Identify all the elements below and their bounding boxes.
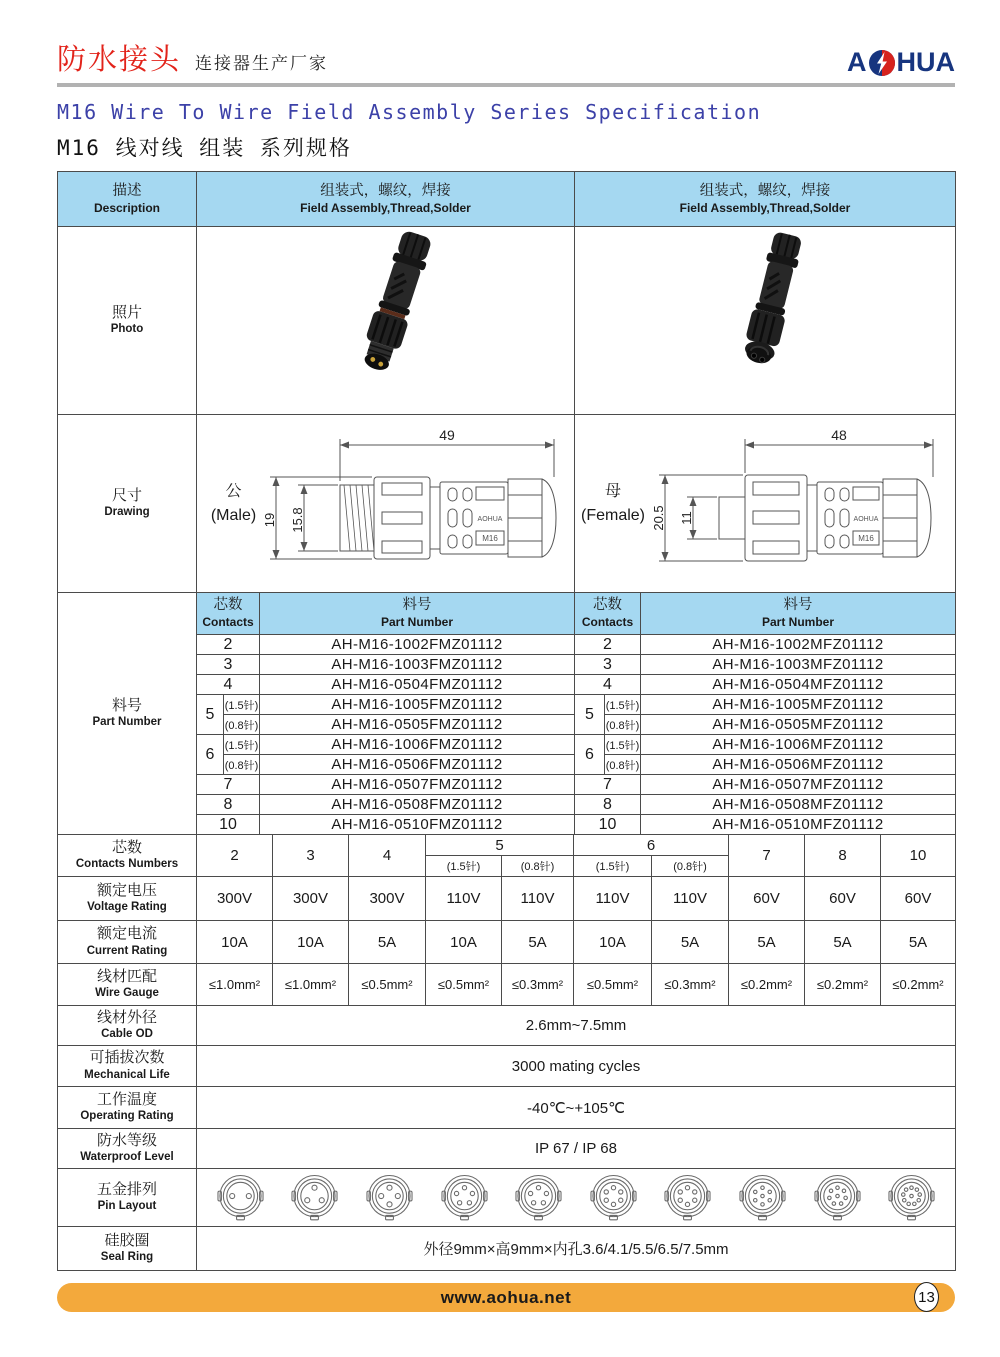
voltage-value: 110V — [574, 877, 652, 921]
female-part-number: AH-M16-1006MFZ01112 — [641, 735, 956, 755]
female-part-number: AH-M16-0505MFZ01112 — [641, 715, 956, 735]
male-contacts: 3 — [197, 655, 260, 675]
pin-size-variant: (0.8针) — [224, 715, 260, 735]
voltage-value: 300V — [273, 877, 349, 921]
row-label-contacts-numbers: 芯数 Contacts Numbers — [58, 835, 197, 877]
current-value: 5A — [502, 921, 574, 964]
male-pn-header: 料号 Part Number — [260, 593, 575, 635]
voltage-value: 60V — [805, 877, 881, 921]
contacts-col: 4 — [349, 835, 426, 877]
waterproof-level-value: IP 67 / IP 68 — [197, 1129, 956, 1169]
page-title-cn: M16 线对线 组装 系列规格 — [57, 136, 352, 160]
female-part-number: AH-M16-0504MFZ01112 — [641, 675, 956, 695]
male-contacts-header: 芯数 Contacts — [197, 593, 260, 635]
website-link[interactable]: www.aohua.net — [440, 1287, 572, 1307]
row-label-drawing: 尺寸 Drawing — [58, 415, 197, 593]
female-contacts: 10 — [575, 815, 641, 835]
contacts-col-group-5: 5 — [426, 835, 574, 856]
waterproof-level-row — [58, 1129, 956, 1169]
mechanical-life-row — [58, 1046, 956, 1087]
female-contacts: 6 — [575, 735, 605, 775]
male-dim-length: 49 — [439, 426, 455, 443]
wire-gauge-row — [58, 964, 956, 1006]
operating-rating-row — [58, 1087, 956, 1129]
wire-gauge-value: ≤0.3mm² — [652, 964, 729, 1006]
pin-layout-icon-2 — [217, 1172, 264, 1224]
female-dimension-drawing — [649, 425, 949, 583]
page-header — [57, 0, 955, 78]
male-drawing-cell — [197, 415, 575, 593]
header-divider — [57, 83, 955, 87]
current-value: 5A — [805, 921, 881, 964]
male-contacts: 10 — [197, 815, 260, 835]
contacts-col-group-6: 6 — [574, 835, 729, 856]
wire-gauge-value: ≤1.0mm² — [197, 964, 273, 1006]
voltage-value: 110V — [652, 877, 729, 921]
pin-layout-icon-3 — [291, 1172, 338, 1224]
cable-od-row — [58, 1006, 956, 1046]
mechanical-life-value: 3000 mating cycles — [197, 1046, 956, 1087]
current-value: 5A — [652, 921, 729, 964]
female-pn-header: 料号 Part Number — [641, 593, 956, 635]
wire-gauge-value: ≤0.2mm² — [729, 964, 805, 1006]
male-contacts: 4 — [197, 675, 260, 695]
pin-layout-icon-5 — [441, 1172, 488, 1224]
wire-gauge-value: ≤0.3mm² — [502, 964, 574, 1006]
voltage-value: 110V — [502, 877, 574, 921]
male-contacts: 8 — [197, 795, 260, 815]
female-contacts: 7 — [575, 775, 641, 795]
contacts-col: 2 — [197, 835, 273, 877]
aohua-logo — [847, 47, 955, 78]
page-title-en: M16 Wire To Wire Field Assembly Series Specification — [57, 100, 762, 124]
female-part-number: AH-M16-1003MFZ01112 — [641, 655, 956, 675]
pin-size-variant: (1.5针) — [426, 856, 502, 877]
row-label-current: 额定电流 Current Rating — [58, 921, 197, 964]
male-contacts: 6 — [197, 735, 224, 775]
pin-size-variant: (1.5针) — [224, 695, 260, 715]
male-drawing-brand: AOHUA — [477, 515, 503, 523]
pin-size-variant: (1.5针) — [574, 856, 652, 877]
contacts-col: 7 — [729, 835, 805, 877]
current-value: 5A — [349, 921, 426, 964]
wire-gauge-value: ≤0.2mm² — [805, 964, 881, 1006]
female-part-number: AH-M16-0507MFZ01112 — [641, 775, 956, 795]
current-value: 10A — [574, 921, 652, 964]
female-contacts: 4 — [575, 675, 641, 695]
contacts-col: 8 — [805, 835, 881, 877]
pin-layout-icon-8 — [814, 1172, 861, 1224]
female-contacts: 8 — [575, 795, 641, 815]
female-contacts: 3 — [575, 655, 641, 675]
ratings-table — [57, 834, 956, 1271]
male-drawing-model: M16 — [482, 533, 498, 543]
wire-gauge-value: ≤1.0mm² — [273, 964, 349, 1006]
male-part-number: AH-M16-0505FMZ01112 — [260, 715, 575, 735]
wire-gauge-value: ≤0.5mm² — [349, 964, 426, 1006]
pin-layout-icons — [197, 1172, 955, 1224]
col-header-male: 组装式，螺纹，焊接 Field Assembly,Thread,Solder — [197, 172, 575, 227]
male-contacts: 5 — [197, 695, 224, 735]
col-header-description: 描述 Description — [58, 172, 197, 227]
pin-layout-icon-10 — [888, 1172, 935, 1224]
pin-layout-icon-6 — [590, 1172, 637, 1224]
female-contacts: 2 — [575, 635, 641, 655]
row-label-cable-od: 线材外径 Cable OD — [58, 1006, 197, 1046]
male-dim-inner: 15.8 — [290, 506, 306, 533]
female-dim-length: 48 — [831, 426, 847, 443]
brand-name-cn: 防水接头 — [57, 44, 182, 76]
male-part-number: AH-M16-1006FMZ01112 — [260, 735, 575, 755]
row-label-part-number: 料号 Part Number — [58, 593, 197, 835]
male-part-number: AH-M16-0504FMZ01112 — [260, 675, 575, 695]
female-gender-label: 母 (Female) — [580, 482, 645, 524]
pin-layout-icon-6 — [664, 1172, 711, 1224]
female-dim-outer: 20.5 — [651, 504, 666, 531]
pin-size-variant: (1.5针) — [605, 735, 641, 755]
pin-layout-row — [58, 1169, 956, 1227]
part-number-table — [57, 592, 956, 835]
row-label-operating-rating: 工作温度 Operating Rating — [58, 1087, 197, 1129]
male-dim-outer: 19 — [262, 512, 278, 527]
female-drawing-cell — [575, 415, 956, 593]
pin-size-variant: (0.8针) — [652, 856, 729, 877]
voltage-value: 60V — [729, 877, 805, 921]
female-drawing-model: M16 — [858, 533, 874, 543]
cable-od-value: 2.6mm~7.5mm — [197, 1006, 956, 1046]
row-label-voltage: 额定电压 Voltage Rating — [58, 877, 197, 921]
male-contacts: 2 — [197, 635, 260, 655]
voltage-rating-row — [58, 877, 956, 921]
current-value: 10A — [426, 921, 502, 964]
pin-size-variant: (1.5针) — [224, 735, 260, 755]
pin-size-variant: (0.8针) — [502, 856, 574, 877]
pin-size-variant: (0.8针) — [224, 755, 260, 775]
female-contacts-header: 芯数 Contacts — [575, 593, 641, 635]
footer-bar — [57, 1283, 955, 1312]
female-photo-cell — [575, 227, 956, 415]
female-part-number: AH-M16-1002MFZ01112 — [641, 635, 956, 655]
male-gender-label: 公 (Male) — [210, 482, 257, 524]
brand-tagline: 连接器生产厂家 — [195, 54, 329, 73]
voltage-value: 300V — [349, 877, 426, 921]
female-contacts: 5 — [575, 695, 605, 735]
voltage-value: 110V — [426, 877, 502, 921]
female-part-number: AH-M16-0506MFZ01112 — [641, 755, 956, 775]
voltage-value: 300V — [197, 877, 273, 921]
wire-gauge-value: ≤0.2mm² — [881, 964, 956, 1006]
female-part-number: AH-M16-0508MFZ01112 — [641, 795, 956, 815]
row-label-wire-gauge: 线材匹配 Wire Gauge — [58, 964, 197, 1006]
male-connector-photo — [271, 228, 501, 408]
female-connector-photo — [650, 228, 880, 408]
current-value: 5A — [881, 921, 956, 964]
male-photo-cell — [197, 227, 575, 415]
male-part-number: AH-M16-1002FMZ01112 — [260, 635, 575, 655]
voltage-value: 60V — [881, 877, 956, 921]
male-part-number: AH-M16-0507FMZ01112 — [260, 775, 575, 795]
logo-letters-hua: HUA — [896, 47, 955, 77]
row-label-pin-layout: 五金排列 Pin Layout — [58, 1169, 197, 1227]
male-part-number: AH-M16-0506FMZ01112 — [260, 755, 575, 775]
seal-ring-value: 外径9mm×高9mm×内孔3.6/4.1/5.5/6.5/7.5mm — [197, 1227, 956, 1271]
pin-size-variant: (0.8针) — [605, 715, 641, 735]
male-part-number: AH-M16-0510FMZ01112 — [260, 815, 575, 835]
pin-size-variant: (1.5针) — [605, 695, 641, 715]
pin-layout-icon-4 — [366, 1172, 413, 1224]
current-value: 10A — [197, 921, 273, 964]
seal-ring-row — [58, 1227, 956, 1271]
male-part-number: AH-M16-1003FMZ01112 — [260, 655, 575, 675]
current-rating-row — [58, 921, 956, 964]
wire-gauge-value: ≤0.5mm² — [426, 964, 502, 1006]
row-label-seal-ring: 硅胶圈 Seal Ring — [58, 1227, 197, 1271]
row-label-waterproof-level: 防水等级 Waterproof Level — [58, 1129, 197, 1169]
row-label-photo: 照片 Photo — [58, 227, 197, 415]
current-value: 5A — [729, 921, 805, 964]
aohua-logo-icon — [868, 49, 896, 77]
pin-layout-icon-5 — [515, 1172, 562, 1224]
female-drawing-brand: AOHUA — [853, 515, 879, 523]
contacts-col: 10 — [881, 835, 956, 877]
operating-rating-value: -40℃~+105℃ — [197, 1087, 956, 1129]
current-value: 10A — [273, 921, 349, 964]
female-part-number: AH-M16-1005MFZ01112 — [641, 695, 956, 715]
female-part-number: AH-M16-0510MFZ01112 — [641, 815, 956, 835]
female-dim-inner: 11 — [679, 510, 694, 525]
male-dimension-drawing — [260, 425, 560, 583]
pin-layout-icon-7 — [739, 1172, 786, 1224]
male-part-number: AH-M16-0508FMZ01112 — [260, 795, 575, 815]
wire-gauge-value: ≤0.5mm² — [574, 964, 652, 1006]
contacts-col: 3 — [273, 835, 349, 877]
logo-letter-a: A — [847, 47, 867, 77]
col-header-female: 组装式，螺纹，焊接 Field Assembly,Thread,Solder — [575, 172, 956, 227]
pin-size-variant: (0.8针) — [605, 755, 641, 775]
contacts-numbers-row — [58, 835, 956, 856]
male-contacts: 7 — [197, 775, 260, 795]
spec-table-top — [57, 171, 956, 593]
page-number: 13 — [914, 1282, 939, 1312]
male-part-number: AH-M16-1005FMZ01112 — [260, 695, 575, 715]
row-label-mechanical-life: 可插拔次数 Mechanical Life — [58, 1046, 197, 1087]
